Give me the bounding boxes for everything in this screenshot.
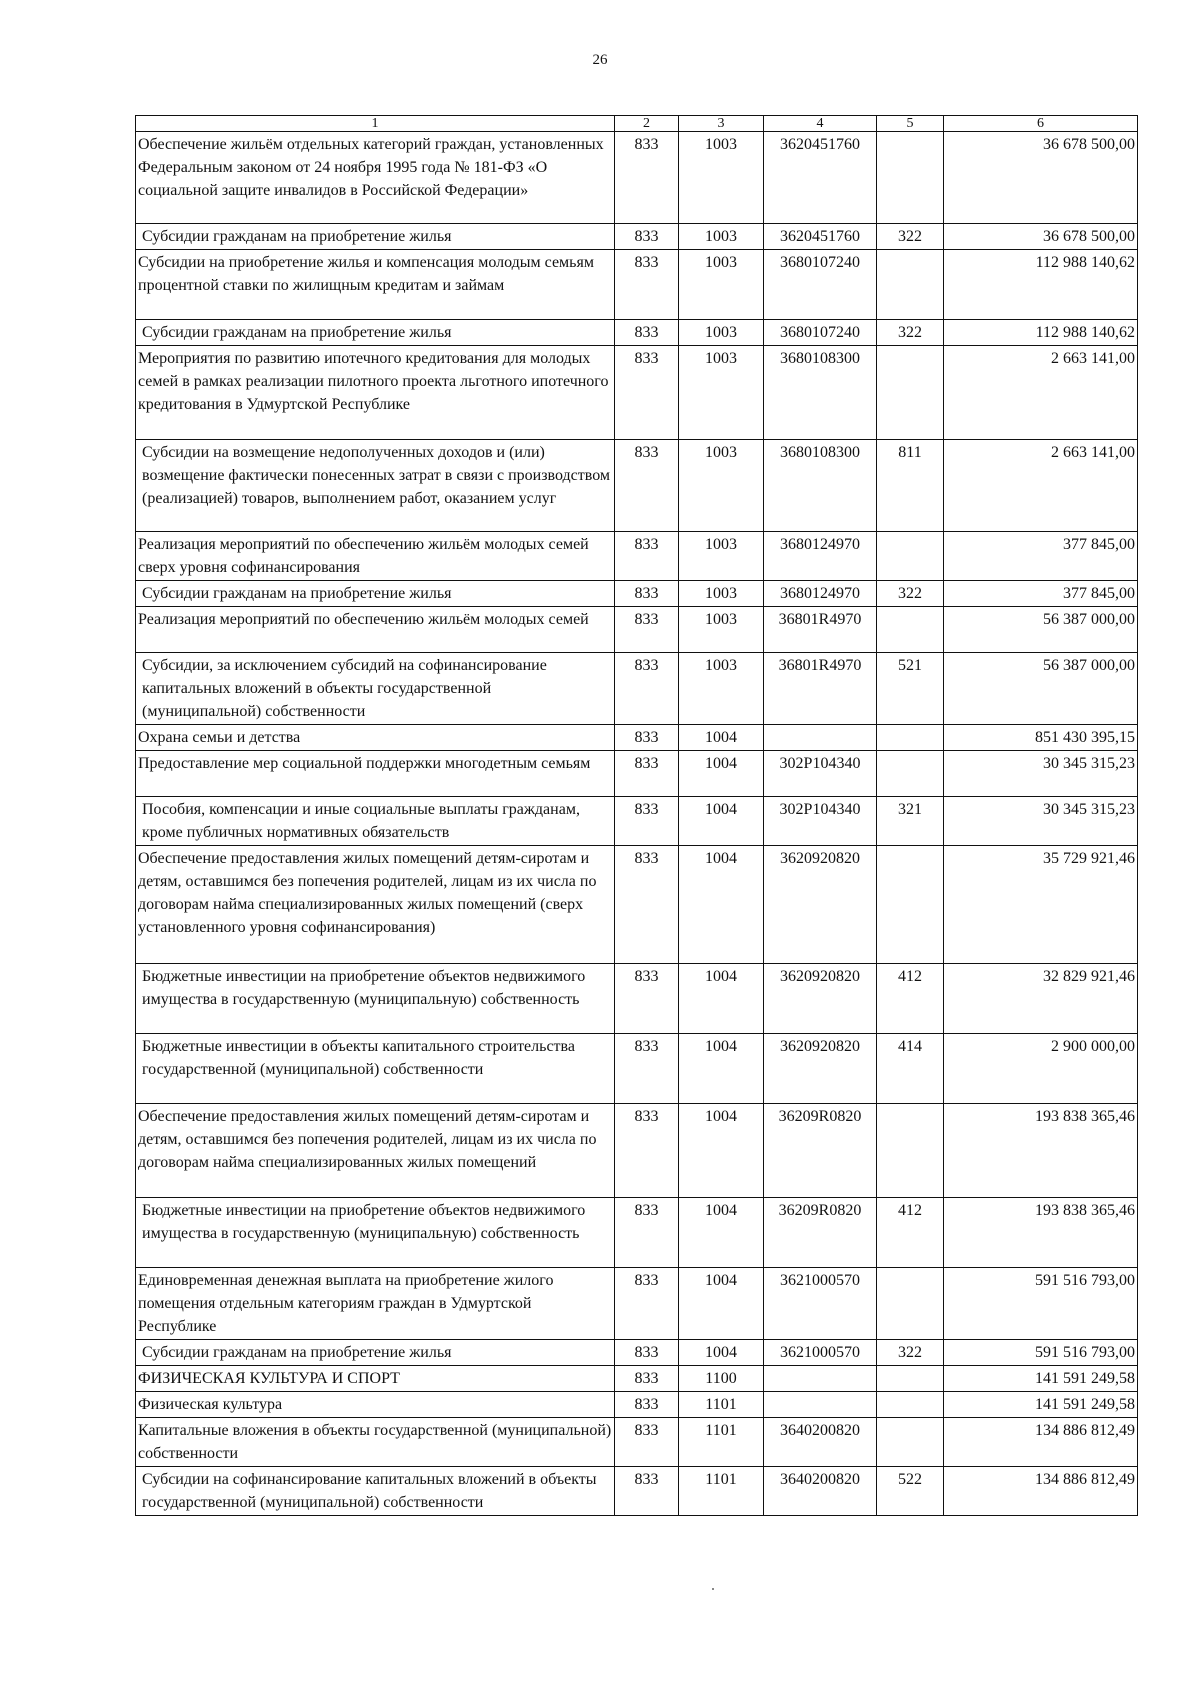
row-expense-type — [877, 1392, 944, 1418]
row-amount: 30 345 315,23 — [944, 751, 1138, 797]
row-target-article: 36209R0820 — [764, 1198, 877, 1268]
row-ministry-code: 833 — [615, 346, 679, 440]
row-ministry-code: 833 — [615, 1392, 679, 1418]
row-expense-type — [877, 1268, 944, 1340]
table-row — [136, 1418, 1138, 1467]
table-row — [136, 1268, 1138, 1340]
row-expense-type: 322 — [877, 581, 944, 607]
row-ministry-code: 833 — [615, 1418, 679, 1467]
column-header-4: 4 — [764, 116, 877, 132]
table-row — [136, 224, 1138, 250]
column-header-2: 2 — [615, 116, 679, 132]
table-row — [136, 532, 1138, 581]
row-expense-type: 322 — [877, 320, 944, 346]
row-target-article: 3620920820 — [764, 964, 877, 1034]
row-expense-type — [877, 1366, 944, 1392]
row-name: Мероприятия по развитию ипотечного кредитования для молодых семей в рамках реализации пилотного проекта льготного ипотечного кредитования в Удмуртской Республике — [136, 346, 615, 440]
row-name: Субсидии гражданам на приобретение жилья — [136, 581, 615, 607]
row-expense-type — [877, 1104, 944, 1198]
row-amount: 591 516 793,00 — [944, 1268, 1138, 1340]
row-amount: 2 663 141,00 — [944, 440, 1138, 532]
row-amount: 141 591 249,58 — [944, 1366, 1138, 1392]
row-name: Пособия, компенсации и иные социальные выплаты гражданам, кроме публичных нормативных обязательств — [136, 797, 615, 846]
row-section-code: 1003 — [679, 320, 764, 346]
column-header-1: 1 — [136, 116, 615, 132]
column-header-5: 5 — [877, 116, 944, 132]
row-name: ФИЗИЧЕСКАЯ КУЛЬТУРА И СПОРТ — [136, 1366, 615, 1392]
row-section-code: 1003 — [679, 581, 764, 607]
row-amount: 35 729 921,46 — [944, 846, 1138, 964]
row-amount: 377 845,00 — [944, 581, 1138, 607]
table-row — [136, 440, 1138, 532]
column-header-3: 3 — [679, 116, 764, 132]
row-ministry-code: 833 — [615, 964, 679, 1034]
row-section-code: 1003 — [679, 132, 764, 224]
row-expense-type — [877, 725, 944, 751]
row-expense-type: 522 — [877, 1467, 944, 1516]
row-amount: 30 345 315,23 — [944, 797, 1138, 846]
row-target-article: 3680124970 — [764, 581, 877, 607]
row-target-article: 3621000570 — [764, 1340, 877, 1366]
row-target-article: 3620920820 — [764, 846, 877, 964]
row-target-article: 302P104340 — [764, 797, 877, 846]
row-section-code: 1003 — [679, 250, 764, 320]
row-name: Обеспечение предоставления жилых помещений детям-сиротам и детям, оставшимся без попечения родителей, лицам из их числа по договорам найма специализированных жилых помещений (сверх установленного уровня софинансирования) — [136, 846, 615, 964]
row-target-article: 36209R0820 — [764, 1104, 877, 1198]
row-expense-type — [877, 132, 944, 224]
row-expense-type: 412 — [877, 1198, 944, 1268]
row-expense-type — [877, 250, 944, 320]
row-ministry-code: 833 — [615, 320, 679, 346]
table-row — [136, 797, 1138, 846]
row-target-article: 3620920820 — [764, 1034, 877, 1104]
row-ministry-code: 833 — [615, 1034, 679, 1104]
row-expense-type: 322 — [877, 224, 944, 250]
row-amount: 134 886 812,49 — [944, 1418, 1138, 1467]
row-section-code: 1101 — [679, 1418, 764, 1467]
row-name: Бюджетные инвестиции в объекты капитального строительства государственной (муниципальной) собственности — [136, 1034, 615, 1104]
row-amount: 134 886 812,49 — [944, 1467, 1138, 1516]
row-target-article — [764, 1366, 877, 1392]
row-ministry-code: 833 — [615, 607, 679, 653]
table-row — [136, 346, 1138, 440]
row-amount: 2 900 000,00 — [944, 1034, 1138, 1104]
row-ministry-code: 833 — [615, 725, 679, 751]
page-number: 26 — [592, 52, 608, 68]
table-row — [136, 725, 1138, 751]
row-name: Реализация мероприятий по обеспечению жильём молодых семей сверх уровня софинансирования — [136, 532, 615, 581]
table-row — [136, 846, 1138, 964]
row-expense-type — [877, 607, 944, 653]
row-target-article: 36801R4970 — [764, 607, 877, 653]
table-row — [136, 751, 1138, 797]
table-row — [136, 1467, 1138, 1516]
row-expense-type — [877, 751, 944, 797]
row-target-article: 3640200820 — [764, 1467, 877, 1516]
row-target-article: 3680107240 — [764, 320, 877, 346]
row-ministry-code: 833 — [615, 1366, 679, 1392]
table-row — [136, 581, 1138, 607]
table-row — [136, 1392, 1138, 1418]
row-target-article: 3680124970 — [764, 532, 877, 581]
row-name: Субсидии гражданам на приобретение жилья — [136, 224, 615, 250]
row-section-code: 1004 — [679, 964, 764, 1034]
row-target-article: 3680108300 — [764, 346, 877, 440]
row-expense-type: 412 — [877, 964, 944, 1034]
row-ministry-code: 833 — [615, 581, 679, 607]
row-section-code: 1003 — [679, 532, 764, 581]
row-section-code: 1003 — [679, 440, 764, 532]
column-header-6: 6 — [944, 116, 1138, 132]
row-section-code: 1003 — [679, 346, 764, 440]
row-name: Реализация мероприятий по обеспечению жильём молодых семей — [136, 607, 615, 653]
row-section-code: 1004 — [679, 725, 764, 751]
row-target-article: 3680108300 — [764, 440, 877, 532]
table-row — [136, 1104, 1138, 1198]
row-ministry-code: 833 — [615, 132, 679, 224]
row-expense-type — [877, 532, 944, 581]
row-name: Субсидии, за исключением субсидий на софинансирование капитальных вложений в объекты государственной (муниципальной) собственности — [136, 653, 615, 725]
table-row — [136, 1340, 1138, 1366]
scan-speck — [712, 1588, 714, 1590]
row-ministry-code: 833 — [615, 1340, 679, 1366]
table-row — [136, 1198, 1138, 1268]
row-name: Бюджетные инвестиции на приобретение объектов недвижимого имущества в государственную (муниципальную) собственность — [136, 964, 615, 1034]
row-ministry-code: 833 — [615, 440, 679, 532]
row-section-code: 1101 — [679, 1392, 764, 1418]
row-name: Капитальные вложения в объекты государственной (муниципальной) собственности — [136, 1418, 615, 1467]
table-row — [136, 250, 1138, 320]
row-section-code: 1003 — [679, 653, 764, 725]
table-row — [136, 1034, 1138, 1104]
row-target-article: 3680107240 — [764, 250, 877, 320]
row-section-code: 1003 — [679, 224, 764, 250]
row-amount: 141 591 249,58 — [944, 1392, 1138, 1418]
row-name: Единовременная денежная выплата на приобретение жилого помещения отдельным категориям граждан в Удмуртской Республике — [136, 1268, 615, 1340]
row-name: Бюджетные инвестиции на приобретение объектов недвижимого имущества в государственную (муниципальную) собственность — [136, 1198, 615, 1268]
row-amount: 112 988 140,62 — [944, 320, 1138, 346]
row-name: Субсидии на приобретение жилья и компенсация молодым семьям процентной ставки по жилищным кредитам и займам — [136, 250, 615, 320]
row-amount: 851 430 395,15 — [944, 725, 1138, 751]
row-ministry-code: 833 — [615, 751, 679, 797]
table-row — [136, 653, 1138, 725]
row-section-code: 1004 — [679, 797, 764, 846]
row-target-article: 36801R4970 — [764, 653, 877, 725]
row-name: Обеспечение жильём отдельных категорий граждан, установленных Федеральным законом от 24 ноября 1995 года № 181-ФЗ «О социальной защите инвалидов в Российской Федерации» — [136, 132, 615, 224]
row-target-article: 3621000570 — [764, 1268, 877, 1340]
row-ministry-code: 833 — [615, 1467, 679, 1516]
row-section-code: 1004 — [679, 846, 764, 964]
row-section-code: 1003 — [679, 607, 764, 653]
row-section-code: 1100 — [679, 1366, 764, 1392]
row-name: Охрана семьи и детства — [136, 725, 615, 751]
row-name: Субсидии гражданам на приобретение жилья — [136, 320, 615, 346]
budget-table — [135, 115, 1138, 1516]
row-expense-type: 521 — [877, 653, 944, 725]
row-target-article: 3620451760 — [764, 224, 877, 250]
row-amount: 2 663 141,00 — [944, 346, 1138, 440]
row-amount: 193 838 365,46 — [944, 1104, 1138, 1198]
row-target-article — [764, 725, 877, 751]
row-target-article: 3620451760 — [764, 132, 877, 224]
table-row — [136, 320, 1138, 346]
row-name: Субсидии на возмещение недополученных доходов и (или) возмещение фактически понесенных затрат в связи с производством (реализацией) товаров, выполнением работ, оказанием услуг — [136, 440, 615, 532]
row-ministry-code: 833 — [615, 1104, 679, 1198]
row-expense-type — [877, 846, 944, 964]
row-amount: 56 387 000,00 — [944, 607, 1138, 653]
row-expense-type: 811 — [877, 440, 944, 532]
table-row — [136, 964, 1138, 1034]
row-section-code: 1004 — [679, 1340, 764, 1366]
row-section-code: 1004 — [679, 751, 764, 797]
row-name: Субсидии на софинансирование капитальных вложений в объекты государственной (муниципальной) собственности — [136, 1467, 615, 1516]
header-row — [136, 116, 1138, 132]
row-target-article: 302P104340 — [764, 751, 877, 797]
row-amount: 377 845,00 — [944, 532, 1138, 581]
table-row — [136, 607, 1138, 653]
row-target-article — [764, 1392, 877, 1418]
row-amount: 112 988 140,62 — [944, 250, 1138, 320]
row-ministry-code: 833 — [615, 224, 679, 250]
row-expense-type: 321 — [877, 797, 944, 846]
row-name: Предоставление мер социальной поддержки многодетным семьям — [136, 751, 615, 797]
row-ministry-code: 833 — [615, 846, 679, 964]
row-expense-type: 322 — [877, 1340, 944, 1366]
row-section-code: 1004 — [679, 1198, 764, 1268]
row-name: Обеспечение предоставления жилых помещений детям-сиротам и детям, оставшимся без попечения родителей, лицам из их числа по договорам найма специализированных жилых помещений — [136, 1104, 615, 1198]
row-ministry-code: 833 — [615, 653, 679, 725]
row-section-code: 1004 — [679, 1104, 764, 1198]
row-amount: 56 387 000,00 — [944, 653, 1138, 725]
row-amount: 32 829 921,46 — [944, 964, 1138, 1034]
row-section-code: 1004 — [679, 1268, 764, 1340]
row-ministry-code: 833 — [615, 250, 679, 320]
row-target-article: 3640200820 — [764, 1418, 877, 1467]
table-row — [136, 132, 1138, 224]
row-amount: 591 516 793,00 — [944, 1340, 1138, 1366]
row-expense-type — [877, 1418, 944, 1467]
row-expense-type: 414 — [877, 1034, 944, 1104]
row-section-code: 1004 — [679, 1034, 764, 1104]
row-name: Субсидии гражданам на приобретение жилья — [136, 1340, 615, 1366]
row-section-code: 1101 — [679, 1467, 764, 1516]
row-ministry-code: 833 — [615, 1198, 679, 1268]
row-name: Физическая культура — [136, 1392, 615, 1418]
row-amount: 193 838 365,46 — [944, 1198, 1138, 1268]
row-ministry-code: 833 — [615, 797, 679, 846]
table-row — [136, 1366, 1138, 1392]
row-ministry-code: 833 — [615, 1268, 679, 1340]
row-ministry-code: 833 — [615, 532, 679, 581]
row-amount: 36 678 500,00 — [944, 224, 1138, 250]
row-amount: 36 678 500,00 — [944, 132, 1138, 224]
row-expense-type — [877, 346, 944, 440]
